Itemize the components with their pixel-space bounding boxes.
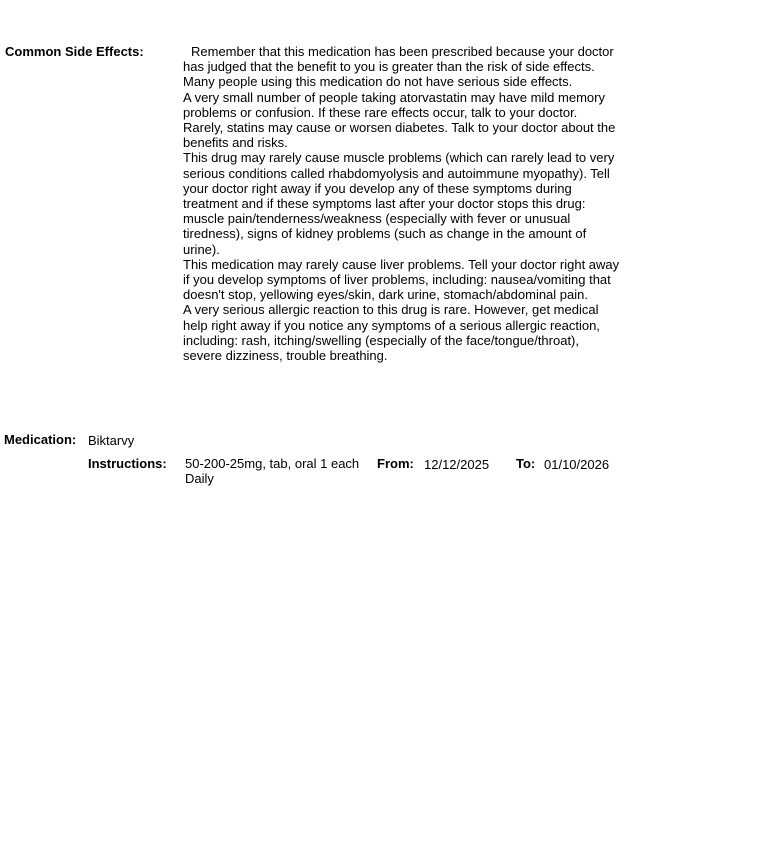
medication-value: Biktarvy [88, 433, 135, 448]
side-effects-paragraph: Remember that this medication has been prescribed because your doctor has judged that the benefit to you is greater than the risk of side effects. Many people using this medication do not have serious side effects. [183, 44, 614, 90]
from-label: From: [377, 456, 414, 471]
instructions-value: 50-200-25mg, tab, oral 1 each Daily [185, 456, 360, 487]
to-label: To: [516, 456, 536, 471]
instructions-label: Instructions: [88, 456, 167, 471]
side-effects-paragraph: A very small number of people taking atorvastatin may have mild memory problems or confusion. If these rare effects occur, talk to your doctor. [183, 89, 605, 120]
from-date-value: 12/12/2025 [424, 457, 490, 472]
to-date-value: 01/10/2026 [544, 457, 610, 472]
medication-label: Medication: [4, 432, 77, 447]
side-effects-paragraph: A very serious allergic reaction to this drug is rare. However, get medical help right away if you notice any symptoms of a serious allergic reaction, including: rash, itching/swelling (especially of the face/tongue/throat), severe dizziness, trouble breathing. [183, 302, 600, 364]
side-effects-paragraph: This drug may rarely cause muscle problems (which can rarely lead to very serious conditions called rhabdomyolysis and autoimmune myopathy). Tell your doctor right away if you develop any of these symptoms during treatment and if these symptoms last after your doctor stops this drug: muscle pain/tenderness/weakness (especially with fever or unusual tiredness), signs of kidney problems (such as change in the amount of urine). [183, 150, 615, 257]
side-effects-label: Common Side Effects: [5, 44, 144, 59]
side-effects-paragraph: This medication may rarely cause liver problems. Tell your doctor right away if you develop symptoms of liver problems, including: nausea/vomiting that doesn't stop, yellowing eyes/skin, dark urine, stomach/abdominal pain. [183, 256, 620, 303]
side-effects-paragraph: Rarely, statins may cause or worsen diabetes. Talk to your doctor about the benefits and risks. [183, 120, 616, 151]
side-effects-text [183, 44, 620, 363]
